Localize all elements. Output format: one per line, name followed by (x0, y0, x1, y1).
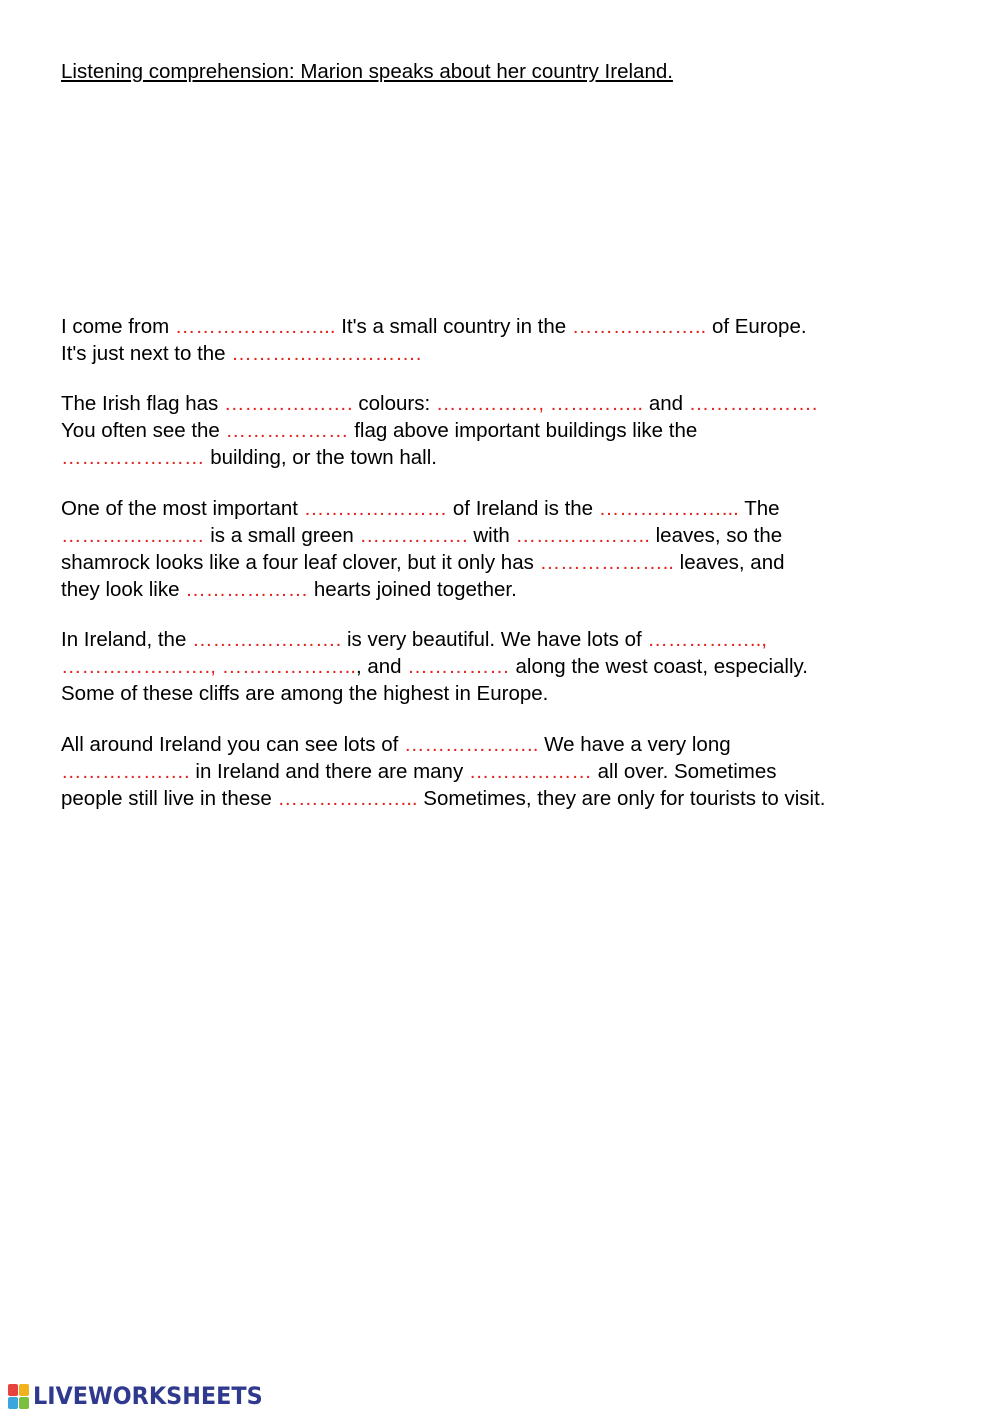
paragraph-2 (61, 390, 961, 471)
footer-logo (8, 1381, 280, 1411)
text-segment: leaves, so the (655, 524, 783, 547)
answer-blank[interactable]: ………………... (277, 787, 418, 810)
text-line (61, 340, 961, 367)
text-segment: they look like (61, 578, 186, 601)
answer-blank[interactable]: ………………. (223, 392, 359, 415)
text-segment: The Irish flag has (61, 392, 224, 415)
paragraph-5 (61, 731, 961, 812)
text-segment: I come from (61, 315, 175, 338)
text-line (61, 444, 961, 471)
logo-icon-tile (19, 1397, 29, 1409)
answer-blank[interactable]: ………………………. (231, 342, 422, 365)
text-segment: in Ireland and there are many (195, 760, 469, 783)
text-segment: colours: (358, 392, 436, 415)
text-line (61, 495, 961, 522)
text-segment: We have a very long (538, 733, 731, 756)
answer-blank[interactable]: ……………….. (515, 524, 656, 547)
text-segment: all over. Sometimes (597, 760, 777, 783)
text-line (61, 576, 961, 603)
text-segment: It's just next to the (61, 342, 232, 365)
answer-blank[interactable]: …………… (407, 655, 516, 678)
answer-blank[interactable]: ……………. (359, 524, 474, 547)
text-line (61, 653, 961, 680)
text-segment: of Europe. (711, 315, 807, 338)
text-line (61, 390, 961, 417)
text-line (61, 731, 961, 758)
text-segment: , and (355, 655, 408, 678)
text-segment: Sometimes, they are only for tourists to visit. (417, 787, 826, 810)
text-segment: along the west coast, especially. (515, 655, 808, 678)
answer-blank[interactable]: …………………... (174, 315, 336, 338)
answer-blank[interactable]: ………………. (61, 760, 196, 783)
text-line (61, 417, 961, 444)
text-segment: and (648, 392, 689, 415)
logo-icon-tile (19, 1384, 29, 1396)
text-segment: In Ireland, the (61, 628, 193, 651)
answer-blank[interactable]: ……………, ………….. (435, 392, 649, 415)
text-line (61, 680, 961, 707)
logo-icon-tile (8, 1397, 18, 1409)
text-segment: is a small green (210, 524, 360, 547)
answer-blank[interactable]: …………….., (647, 628, 767, 651)
logo-text: LIVEWORKSHEETS (33, 1382, 263, 1410)
text-segment: flag above important buildings like the (354, 419, 698, 442)
text-line (61, 785, 961, 812)
answer-blank[interactable]: ……………….. (539, 551, 680, 574)
text-segment: of Ireland is the (452, 497, 599, 520)
page-title: Listening comprehension: Marion speaks about her country Ireland. (61, 60, 673, 83)
paragraph-1 (61, 313, 961, 367)
text-segment: You often see the (61, 419, 226, 442)
liveworksheets-logo-icon (8, 1384, 29, 1409)
answer-blank[interactable]: ……………….. (404, 733, 539, 756)
answer-blank[interactable]: ………………. (688, 392, 818, 415)
answer-blank[interactable]: ……………….. (571, 315, 712, 338)
answer-blank[interactable]: ……………… (225, 419, 355, 442)
text-line (61, 758, 961, 785)
text-segment: leaves, and (679, 551, 785, 574)
answer-blank[interactable]: …………………., ……………….. (61, 655, 356, 678)
answer-blank[interactable]: ……………… (468, 760, 598, 783)
text-line (61, 313, 961, 340)
text-segment: building, or the town hall. (210, 446, 437, 469)
answer-blank[interactable]: ………………... (598, 497, 739, 520)
text-line (61, 626, 961, 653)
paragraph-3 (61, 495, 961, 603)
text-segment: with (473, 524, 516, 547)
text-segment: All around Ireland you can see lots of (61, 733, 405, 756)
paragraph-4 (61, 626, 961, 707)
answer-blank[interactable]: ………………… (61, 524, 211, 547)
text-segment: people still live in these (61, 787, 278, 810)
text-segment: is very beautiful. We have lots of (346, 628, 648, 651)
text-segment: It's a small country in the (335, 315, 572, 338)
answer-blank[interactable]: ……………… (185, 578, 314, 601)
text-segment: The (738, 497, 780, 520)
text-line (61, 549, 961, 576)
answer-blank[interactable]: …………………. (192, 628, 347, 651)
text-segment: hearts joined together. (313, 578, 517, 601)
text-segment: One of the most important (61, 497, 304, 520)
answer-blank[interactable]: ………………… (303, 497, 453, 520)
answer-blank[interactable]: ………………… (61, 446, 211, 469)
text-segment: shamrock looks like a four leaf clover, but it only has (61, 551, 540, 574)
text-segment: Some of these cliffs are among the highest in Europe. (61, 682, 549, 705)
text-line (61, 522, 961, 549)
logo-icon-tile (8, 1384, 18, 1396)
